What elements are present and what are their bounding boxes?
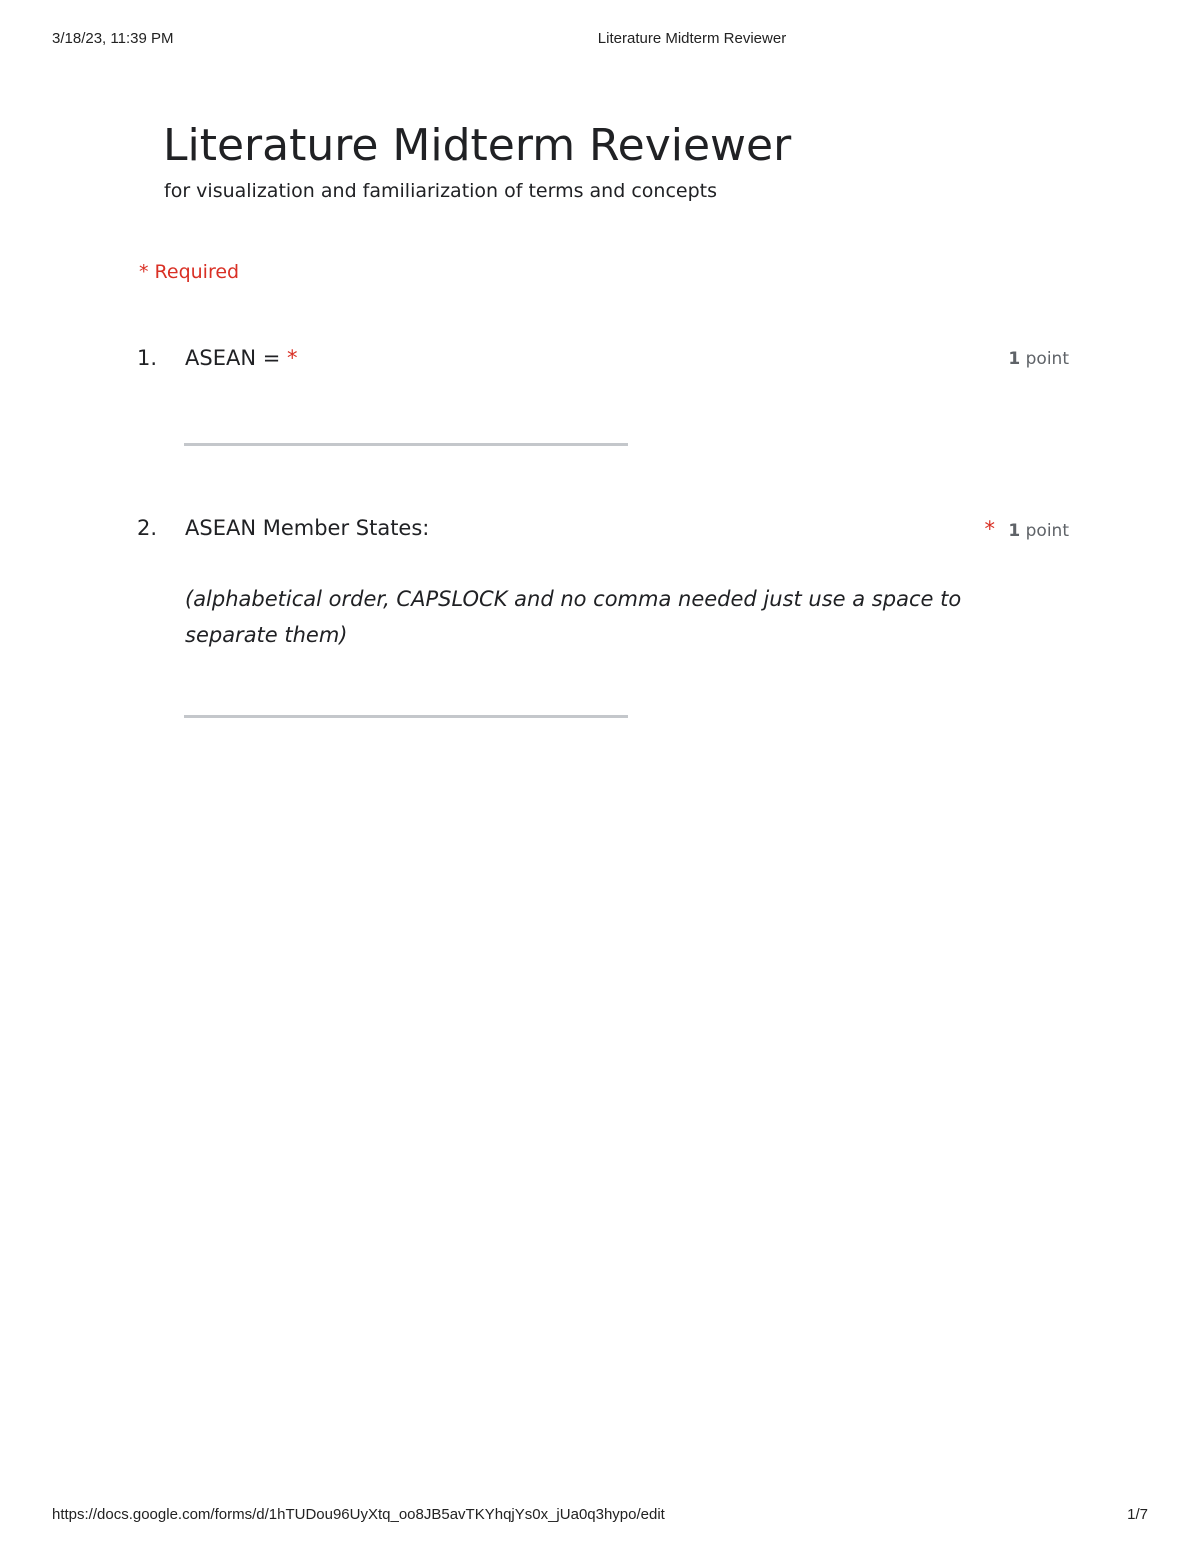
question-title-text: ASEAN = [185,346,281,370]
form-description: for visualization and familiarization of terms and concepts [164,180,717,202]
print-doc-title: Literature Midterm Reviewer [597,30,787,47]
points-value: 1 [1008,349,1021,369]
question-title: ASEAN Member States: [185,516,430,540]
print-page-number: 1/7 [1127,1506,1148,1523]
question-points [984,517,1069,541]
points-unit: point [1025,349,1069,369]
question-number: 2. [137,516,158,540]
print-datetime: 3/18/23, 11:39 PM [52,30,174,47]
answer-input-2[interactable] [184,715,628,718]
question-help-text: (alphabetical order, CAPSLOCK and no comma needed just use a space to separate them) [185,587,962,647]
required-asterisk: * [984,517,995,541]
form-title: Literature Midterm Reviewer [163,120,792,171]
points-unit: point [1025,521,1069,541]
question-number: 1. [137,346,158,370]
required-asterisk: * [287,346,298,370]
points-value: 1 [1008,521,1021,541]
print-url: https://docs.google.com/forms/d/1hTUDou96UyXtq_oo8JB5avTKYhqjYs0x_jUa0q3hypo/edit [52,1506,665,1523]
required-note: * Required [139,261,240,283]
question-title [185,346,298,370]
answer-input-1[interactable] [184,443,628,446]
question-points [1008,349,1069,369]
